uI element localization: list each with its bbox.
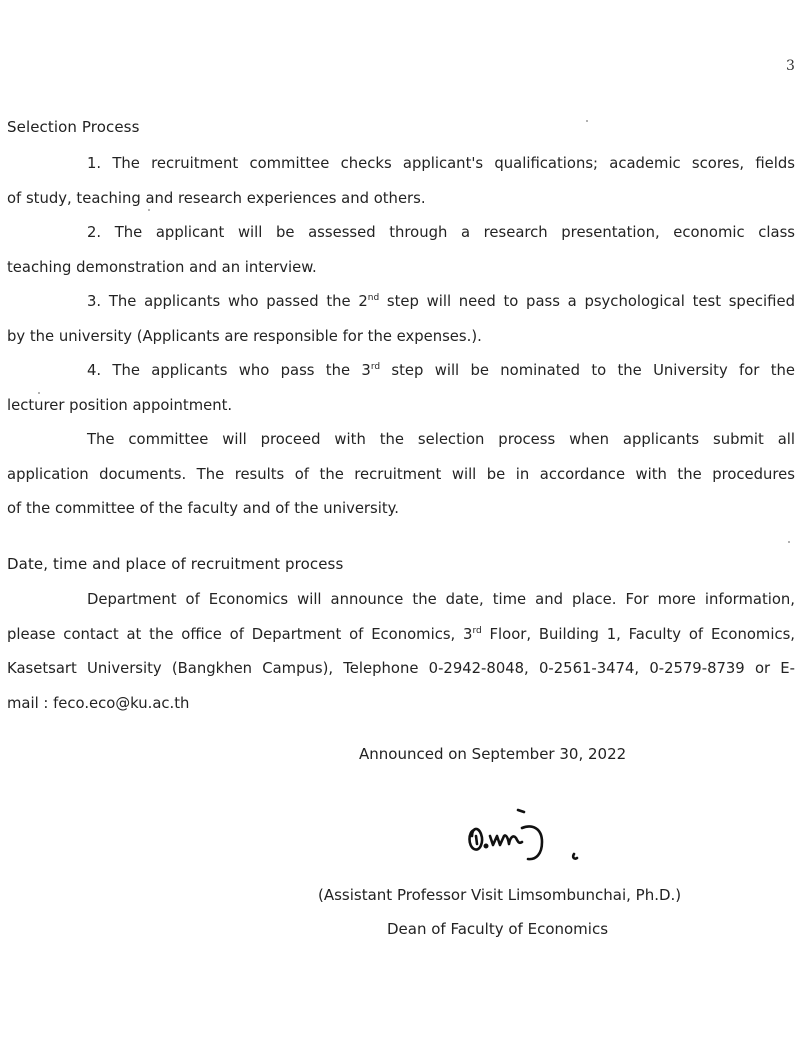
selection-step-3-text-a: 3. The applicants who passed the 2 — [87, 293, 368, 310]
selection-step-4-text-b: step will be nominated to the University for the — [380, 362, 795, 379]
selection-step-1 — [7, 147, 795, 216]
scan-speck — [788, 541, 790, 543]
scan-speck — [38, 392, 40, 394]
selection-step-4-text-a: 4. The applicants who pass the 3 — [87, 362, 371, 379]
scan-speck — [148, 209, 150, 211]
contact-paragraph — [7, 583, 795, 721]
selection-step-4-line-2: lecturer position appointment. — [7, 396, 233, 414]
selection-step-3 — [7, 285, 795, 354]
selection-step-4 — [7, 354, 795, 423]
selection-step-2 — [7, 216, 795, 285]
selection-step-1-line-2: of study, teaching and research experiences and others. — [7, 189, 426, 207]
selection-step-2-line-2: teaching demonstration and an interview. — [7, 258, 317, 276]
closing-line-3: of the committee of the faculty and of the university. — [7, 500, 399, 517]
selection-step-2-line-1: 2. The applicant will be assessed through a research presentation, economic class — [87, 224, 795, 241]
selection-step-3-superscript: nd — [367, 293, 380, 304]
selection-process-heading: Selection Process — [7, 118, 140, 136]
selection-step-1-line-1: 1. The recruitment committee checks applicant's qualifications; academic scores, fields — [87, 155, 795, 172]
page-number: 3 — [786, 58, 795, 74]
contact-line-3: Kasetsart University (Bangkhen Campus), Telephone 0-2942-8048, 0-2561-3474, 0-2579-8739 or E- — [7, 660, 795, 677]
signer-title: Dean of Faculty of Economics — [387, 920, 609, 938]
contact-line-2 — [7, 618, 795, 653]
contact-line-2-superscript: rd — [472, 625, 482, 636]
selection-step-4-superscript: rd — [370, 362, 381, 373]
scan-speck — [586, 120, 588, 122]
contact-line-1: Department of Economics will announce the date, time and place. For more information, — [87, 591, 795, 608]
selection-step-3-text-b: step will need to pass a psychological test specified — [379, 293, 795, 310]
signature-image — [462, 802, 592, 872]
signer-name: (Assistant Professor Visit Limsombunchai, Ph.D.) — [318, 886, 682, 904]
selection-step-4-line-1 — [7, 354, 795, 389]
selection-step-3-line-2: by the university (Applicants are responsible for the expenses.). — [7, 327, 482, 345]
closing-line-2: application documents. The results of the recruitment will be in accordance with the procedures — [7, 465, 795, 483]
contact-line-4: mail : feco.eco@ku.ac.th — [7, 694, 190, 712]
selection-closing-paragraph — [7, 423, 795, 527]
announcement-date: Announced on September 30, 2022 — [359, 745, 627, 763]
recruitment-process-heading: Date, time and place of recruitment process — [7, 555, 344, 573]
closing-line-1: The committee will proceed with the selection process when applicants submit all — [87, 431, 795, 448]
selection-step-3-line-1 — [7, 285, 795, 320]
contact-line-2-text-a: please contact at the office of Department of Economics, 3 — [7, 625, 473, 643]
contact-line-2-text-b: Floor, Building 1, Faculty of Economics, — [481, 625, 795, 643]
